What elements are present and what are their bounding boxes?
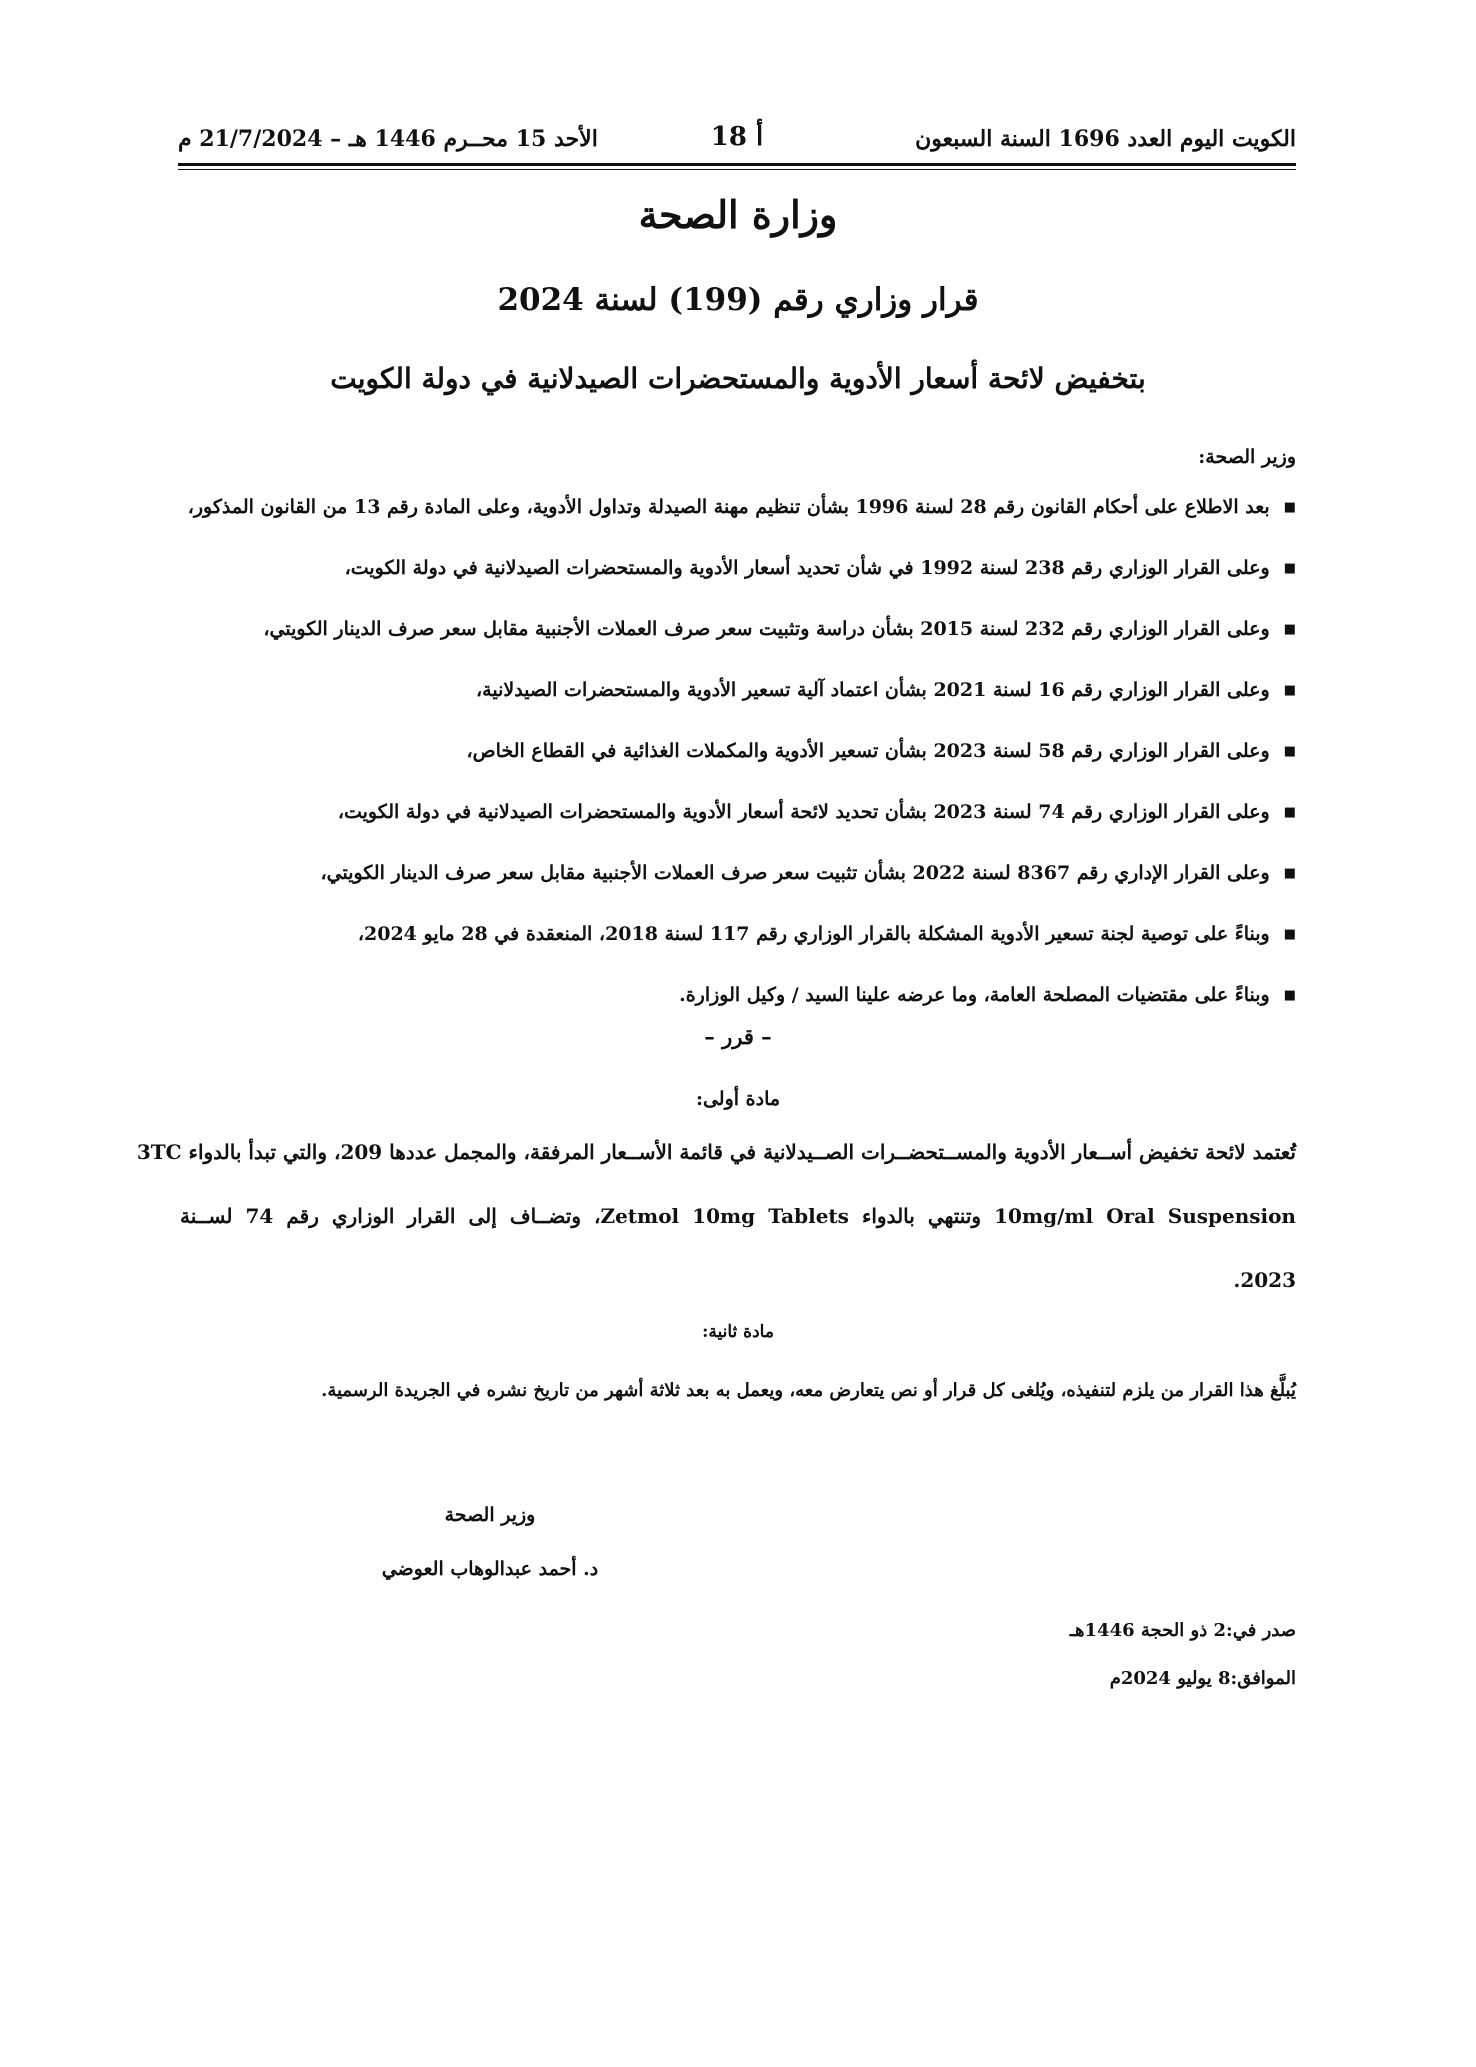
bullet-icon: ■: [1283, 866, 1296, 881]
bullet-icon: ■: [1283, 805, 1296, 820]
article-one-line: 10mg/ml Oral Suspension وتنتهي بالدواء Zetmol 10mg Tablets، وتضــاف إلى القرار الوزاري رقم 74 لســنة: [180, 1204, 1296, 1228]
recital-item: [200, 612, 1296, 673]
recitals-list: [187, 490, 1296, 1039]
bullet-icon: ■: [1283, 988, 1296, 1003]
decided-heading: – قرر –: [704, 1024, 772, 1049]
recital-item: [200, 856, 1296, 917]
ministry-title: وزارة الصحة: [638, 192, 838, 237]
article-one-line: تُعتمد لائحة تخفيض أســعار الأدوية والمســتحضــرات الصــيدلانية في قائمة الأســعار المرفقة، والمجمل عددها 209، والتي تبدأ بالدواء 3TC: [136, 1140, 1296, 1164]
recital-text: وعلى القرار الوزاري رقم 16 لسنة 2021 بشأن اعتماد آلية تسعير الأدوية والمستحضرات الصيدلانية،: [476, 679, 1270, 701]
article-one-heading: مادة أولى:: [695, 1088, 781, 1110]
recital-text: وعلى القرار الإداري رقم 8367 لسنة 2022 بشأن تثبيت سعر صرف العملات الأجنبية مقابل سعر صرف الدينار الكويتي،: [320, 862, 1270, 884]
header-rule-thick: [178, 163, 1296, 166]
article-one-body: [136, 1132, 1296, 1324]
bullet-icon: ■: [1283, 683, 1296, 698]
header-date: الأحد 15 محــرم 1446 هـ – 21/7/2024 م: [178, 126, 598, 152]
bullet-icon: ■: [1283, 561, 1296, 576]
recital-text: بعد الاطلاع على أحكام القانون رقم 28 لسنة 1996 بشأن تنظيم مهنة الصيدلة وتداول الأدوية، وعلى المادة رقم 13 من القانون المذكور،: [187, 496, 1270, 518]
header-rule-thin: [178, 169, 1296, 170]
bullet-icon: ■: [1283, 500, 1296, 515]
recital-text: وعلى القرار الوزاري رقم 238 لسنة 1992 في شأن تحديد أسعار الأدوية والمستحضرات الصيدلانية في دولة الكويت،: [344, 557, 1270, 579]
article-two-heading: مادة ثانية:: [702, 1322, 774, 1342]
decision-title: قرار وزاري رقم (199) لسنة 2024: [497, 282, 979, 318]
recital-text: وعلى القرار الوزاري رقم 58 لسنة 2023 بشأن تسعير الأدوية والمكملات الغذائية في القطاع الخاص،: [466, 740, 1270, 762]
recital-item: [200, 917, 1296, 978]
bullet-icon: ■: [1283, 622, 1296, 637]
page-header: [178, 118, 1296, 158]
recital-text: وعلى القرار الوزاري رقم 74 لسنة 2023 بشأن تحديد لائحة أسعار الأدوية والمستحضرات الصيدلانية في دولة الكويت،: [337, 801, 1270, 823]
signatory-title: وزير الصحة: [444, 1504, 536, 1526]
decision-subject: بتخفيض لائحة أسعار الأدوية والمستحضرات الصيدلانية في دولة الكويت: [330, 362, 1146, 395]
issue-date-gregorian: الموافق:8 يوليو 2024م: [1109, 1668, 1296, 1689]
recital-text: وعلى القرار الوزاري رقم 232 لسنة 2015 بشأن دراسة وتثبيت سعر صرف العملات الأجنبية مقابل سعر صرف الدينار الكويتي،: [263, 618, 1270, 640]
header-issue: الكويت اليوم العدد 1696 السنة السبعون: [915, 126, 1296, 152]
header-page-number: أ 18: [710, 122, 764, 152]
recital-item: [200, 551, 1296, 612]
recital-item: [200, 734, 1296, 795]
addressee: وزير الصحة:: [1198, 446, 1296, 468]
recital-item: [200, 795, 1296, 856]
article-two-body: يُبلَّغ هذا القرار من يلزم لتنفيذه، ويُلغى كل قرار أو نص يتعارض معه، ويعمل به بعد ثلاثة أشهر من تاريخ نشره في الجريدة الرسمية.: [321, 1380, 1296, 1401]
recital-item: [200, 673, 1296, 734]
signatory-name: د. أحمد عبدالوهاب العوضي: [381, 1558, 599, 1580]
recital-text: وبناءً على مقتضيات المصلحة العامة، وما عرضه علينا السيد / وكيل الوزارة.: [679, 984, 1270, 1006]
bullet-icon: ■: [1283, 744, 1296, 759]
issue-date-hijri: صدر في:2 ذو الحجة 1446هـ: [1069, 1620, 1296, 1641]
recital-text: وبناءً على توصية لجنة تسعير الأدوية المشكلة بالقرار الوزاري رقم 117 لسنة 2018، المنعقدة في 28 مايو 2024،: [357, 923, 1270, 945]
article-one-line: 2023.: [1233, 1268, 1296, 1292]
bullet-icon: ■: [1283, 927, 1296, 942]
recital-item: [187, 490, 1296, 551]
